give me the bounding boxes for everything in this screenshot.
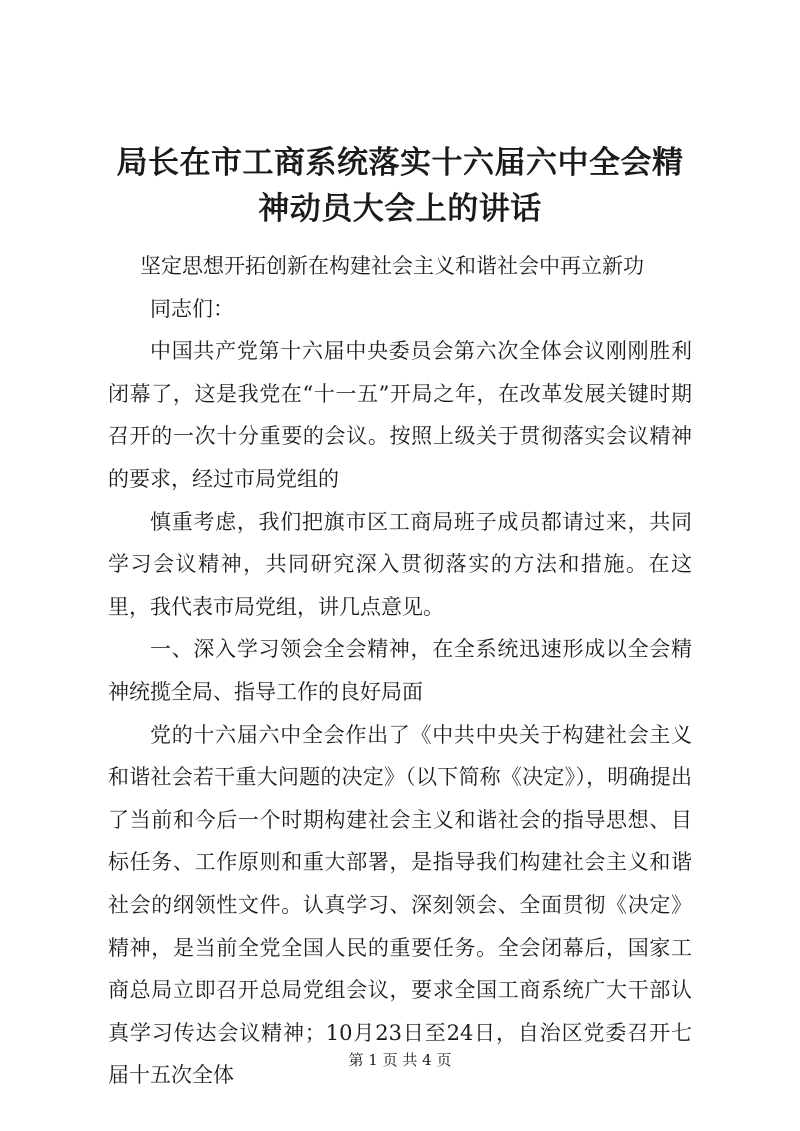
body-paragraph: 慎重考虑，我们把旗市区工商局班子成员都请过来，共同学习会议精神，共同研究深入贯彻落实的方法和措施。在这里，我代表市局党组，讲几点意见。 xyxy=(108,509,692,619)
document-title: 局长在市工商系统落实十六届六中全会精神动员大会上的讲话 xyxy=(116,145,684,227)
body-paragraph: 党的十六届六中全会作出了《中共中央关于构建社会主义和谐社会若干重大问题的决定》（以下简称《决定》），明确提出了当前和今后一个时期构建社会主义和谐社会的指导思想、目标任务、工作原则和重大部署，是指导我们构建社会主义和谐社会的纲领性文件。认真学习、深刻领会、全面贯彻《决定》精神，是当前全党全国人民的重要任务。全会闭幕后，国家工商总局立即召开总局党组会议，要求全国工商系统广大干部认真学习传达会议精神；10月23日至24日，自治区党委召开七届十五次全体 xyxy=(108,722,692,1088)
document-body xyxy=(108,245,692,1097)
page-footer xyxy=(0,1050,800,1070)
document-subtitle: 坚定思想开拓创新在构建社会主义和谐社会中再立新功 xyxy=(140,254,644,278)
page-number-label: 第 1 页 共 4 页 xyxy=(348,1051,452,1069)
salutation-paragraph: 同志们： xyxy=(150,296,234,321)
section-heading: 一、深入学习领会全会精神，在全系统迅速形成以全会精神统揽全局、指导工作的良好局面 xyxy=(108,637,692,704)
body-paragraph: 中国共产党第十六届中央委员会第六次全体会议刚刚胜利闭幕了，这是我党在“十一五”开局之年，在改革发展关键时期召开的一次十分重要的会议。按照上级关于贯彻落实会议精神的要求，经过市局党组的 xyxy=(108,339,692,491)
